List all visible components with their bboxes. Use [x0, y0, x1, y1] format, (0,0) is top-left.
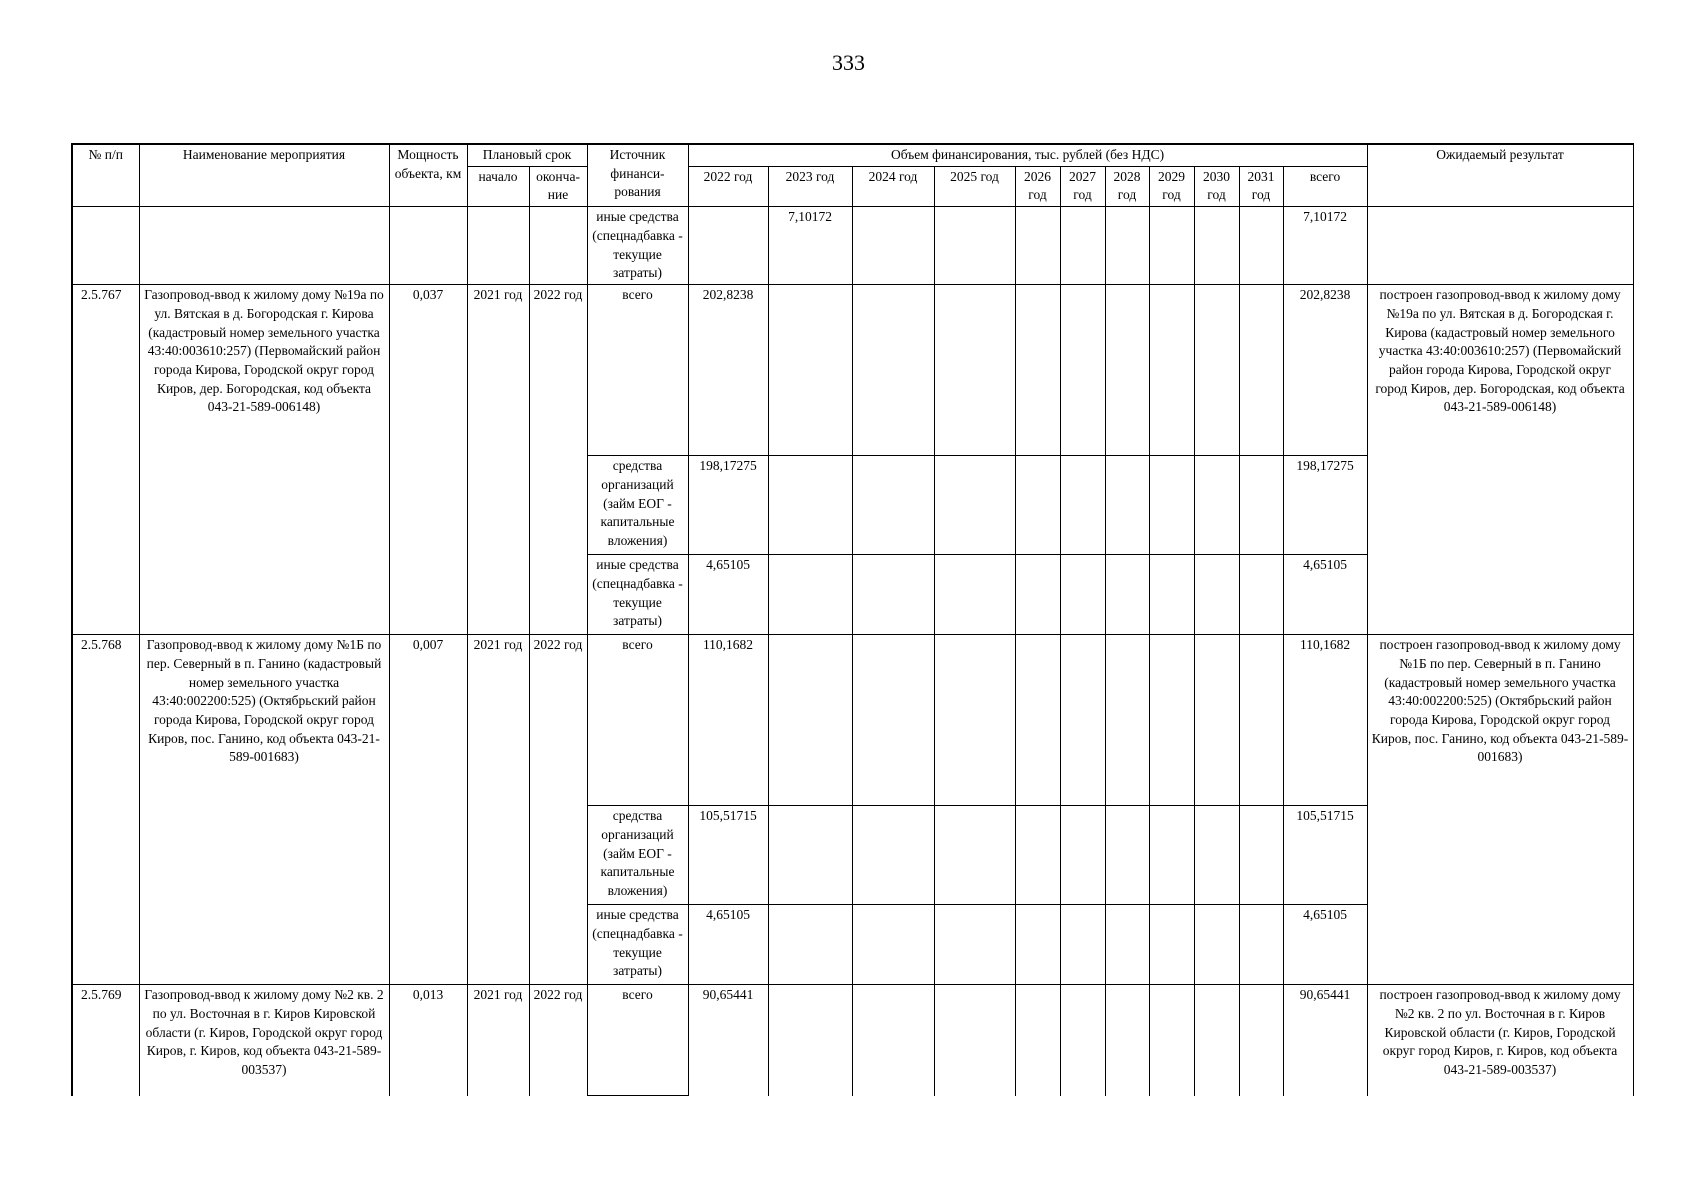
value-cell: 90,65441 — [688, 985, 768, 1096]
value-cell — [934, 635, 1015, 806]
value-cell — [1015, 285, 1060, 456]
result-cell: построен газопровод-ввод к жилому дому №19а по ул. Вятская в д. Богородская г. Кирова (кадастровый номер земельного участка 43:40:003610:257) (Первомайский район города Кирова, Городской округ город Киров, дер. Богородская, код объекта 043-21-589-006148) — [1367, 285, 1633, 635]
value-cell: 202,8238 — [688, 285, 768, 456]
source-cell: всего — [587, 635, 688, 806]
value-cell — [1239, 635, 1283, 806]
value-cell — [1149, 806, 1194, 905]
empty-cell — [72, 207, 139, 285]
value-cell — [852, 806, 934, 905]
source-cell: иные средства (спецнадбавка - текущие затраты) — [587, 555, 688, 635]
page-number: 333 — [832, 50, 865, 75]
value-cell — [934, 207, 1015, 285]
value-cell — [1015, 905, 1060, 985]
source-cell: всего — [587, 285, 688, 456]
value-cell — [852, 985, 934, 1096]
end-cell: 2022 год — [529, 635, 587, 985]
start-cell: 2021 год — [467, 285, 529, 635]
value-cell — [1239, 285, 1283, 456]
total-cell: 202,8238 — [1283, 285, 1367, 456]
source-cell: иные средства (спецнадбавка - текущие затраты) — [587, 905, 688, 985]
value-cell — [852, 207, 934, 285]
header-plan-term: Плановый срок — [467, 144, 587, 166]
header-year: 2026 год — [1015, 166, 1060, 206]
value-cell — [934, 555, 1015, 635]
value-cell — [1149, 905, 1194, 985]
value-cell — [1015, 456, 1060, 555]
value-cell — [934, 456, 1015, 555]
header-source: Источник финанси-рования — [587, 144, 688, 207]
value-cell — [1105, 985, 1149, 1096]
header-result: Ожидаемый результат — [1367, 144, 1633, 207]
value-cell — [1239, 555, 1283, 635]
value-cell — [1060, 905, 1105, 985]
total-cell: 198,17275 — [1283, 456, 1367, 555]
value-cell: 198,17275 — [688, 456, 768, 555]
header-year: 2025 год — [934, 166, 1015, 206]
value-cell — [852, 456, 934, 555]
value-cell — [1060, 456, 1105, 555]
table-body — [72, 207, 1633, 1096]
header-year: 2023 год — [768, 166, 852, 206]
header-year: 2028 год — [1105, 166, 1149, 206]
end-cell: 2022 год — [529, 285, 587, 635]
value-cell — [934, 905, 1015, 985]
header-year: 2022 год — [688, 166, 768, 206]
value-cell — [852, 635, 934, 806]
empty-cell — [529, 207, 587, 285]
value-cell: 110,1682 — [688, 635, 768, 806]
value-cell — [1105, 905, 1149, 985]
value-cell — [852, 555, 934, 635]
value-cell — [1015, 985, 1060, 1096]
value-cell — [768, 285, 852, 456]
header-total: всего — [1283, 166, 1367, 206]
value-cell — [1149, 456, 1194, 555]
value-cell — [1105, 635, 1149, 806]
table-row — [72, 207, 1633, 285]
value-cell — [1015, 635, 1060, 806]
capacity-cell: 0,007 — [389, 635, 467, 985]
header-row-1 — [72, 144, 1633, 166]
source-cell: средства организаций (займ ЕОГ - капитальные вложения) — [587, 456, 688, 555]
value-cell — [1239, 806, 1283, 905]
value-cell — [1239, 905, 1283, 985]
value-cell: 105,51715 — [688, 806, 768, 905]
value-cell — [1015, 555, 1060, 635]
source-cell: всего — [587, 985, 688, 1096]
value-cell — [1105, 207, 1149, 285]
row-number: 2.5.767 — [72, 285, 139, 635]
value-cell — [768, 456, 852, 555]
header-name: Наименование мероприятия — [139, 144, 389, 207]
value-cell — [1149, 207, 1194, 285]
total-cell: 4,65105 — [1283, 905, 1367, 985]
source-cell: средства организаций (займ ЕОГ - капитальные вложения) — [587, 806, 688, 905]
value-cell — [688, 207, 768, 285]
value-cell — [1149, 985, 1194, 1096]
empty-cell — [389, 207, 467, 285]
capacity-cell: 0,013 — [389, 985, 467, 1096]
value-cell — [934, 285, 1015, 456]
value-cell — [768, 635, 852, 806]
total-cell: 105,51715 — [1283, 806, 1367, 905]
value-cell — [1105, 285, 1149, 456]
header-year: 2031 год — [1239, 166, 1283, 206]
header-year: 2027 год — [1060, 166, 1105, 206]
total-cell: 4,65105 — [1283, 555, 1367, 635]
value-cell — [1149, 555, 1194, 635]
value-cell: 4,65105 — [688, 555, 768, 635]
event-name: Газопровод-ввод к жилому дому №1Б по пер. Северный в п. Ганино (кадастровый номер земельного участка 43:40:002200:525) (Октябрьский район города Кирова, Городской округ город Киров, пос. Ганино, код объекта 043-21-589-001683) — [139, 635, 389, 985]
end-cell: 2022 год — [529, 985, 587, 1096]
value-cell — [1060, 985, 1105, 1096]
financing-table — [71, 143, 1634, 1096]
header-start: начало — [467, 166, 529, 206]
value-cell — [934, 806, 1015, 905]
value-cell — [1105, 806, 1149, 905]
start-cell: 2021 год — [467, 985, 529, 1096]
value-cell — [768, 985, 852, 1096]
header-capacity: Мощность объекта, км — [389, 144, 467, 207]
value-cell — [1060, 806, 1105, 905]
value-cell — [1194, 635, 1239, 806]
value-cell — [768, 905, 852, 985]
header-volume: Объем финансирования, тыс. рублей (без НДС) — [688, 144, 1367, 166]
event-name: Газопровод-ввод к жилому дому №2 кв. 2 по ул. Восточная в г. Киров Кировской области (г. Киров, Городской округ город Киров, г. Киров, код объекта 043-21-589-003537) — [139, 985, 389, 1096]
value-cell — [768, 555, 852, 635]
source-cell: иные средства (спецнадбавка - текущие затраты) — [587, 207, 688, 285]
value-cell — [934, 985, 1015, 1096]
value-cell — [1194, 285, 1239, 456]
value-cell — [1015, 806, 1060, 905]
empty-cell — [139, 207, 389, 285]
value-cell — [1060, 635, 1105, 806]
value-cell — [852, 905, 934, 985]
result-cell: построен газопровод-ввод к жилому дому №1Б по пер. Северный в п. Ганино (кадастровый номер земельного участка 43:40:002200:525) (Октябрьский район города Кирова, Городской округ город Киров, пос. Ганино, код объекта 043-21-589-001683) — [1367, 635, 1633, 985]
value-cell — [1239, 207, 1283, 285]
event-name: Газопровод-ввод к жилому дому №19а по ул. Вятская в д. Богородская г. Кирова (кадастровый номер земельного участка 43:40:003610:257) (Первомайский район города Кирова, Городской округ город Киров, дер. Богородская, код объекта 043-21-589-006148) — [139, 285, 389, 635]
value-cell — [1149, 285, 1194, 456]
value-cell — [1015, 207, 1060, 285]
header-end: оконча-ние — [529, 166, 587, 206]
value-cell: 4,65105 — [688, 905, 768, 985]
value-cell — [1060, 285, 1105, 456]
value-cell — [852, 285, 934, 456]
total-cell: 110,1682 — [1283, 635, 1367, 806]
value-cell — [1194, 905, 1239, 985]
total-cell: 7,10172 — [1283, 207, 1367, 285]
result-cell — [1367, 207, 1633, 285]
value-cell — [768, 806, 852, 905]
start-cell: 2021 год — [467, 635, 529, 985]
value-cell — [1105, 456, 1149, 555]
value-cell — [1194, 555, 1239, 635]
value-cell — [1239, 985, 1283, 1096]
total-cell: 90,65441 — [1283, 985, 1367, 1096]
value-cell — [1105, 555, 1149, 635]
table-row — [72, 985, 1633, 1096]
capacity-cell: 0,037 — [389, 285, 467, 635]
value-cell — [1239, 456, 1283, 555]
row-number: 2.5.769 — [72, 985, 139, 1096]
value-cell: 7,10172 — [768, 207, 852, 285]
header-year: 2024 год — [852, 166, 934, 206]
table-row — [72, 285, 1633, 456]
header-year: 2030 год — [1194, 166, 1239, 206]
row-number: 2.5.768 — [72, 635, 139, 985]
header-year: 2029 год — [1149, 166, 1194, 206]
value-cell — [1060, 555, 1105, 635]
value-cell — [1149, 635, 1194, 806]
empty-cell — [467, 207, 529, 285]
result-cell: построен газопровод-ввод к жилому дому №2 кв. 2 по ул. Восточная в г. Киров Кировской области (г. Киров, Городской округ город Киров, г. Киров, код объекта 043-21-589-003537) — [1367, 985, 1633, 1096]
value-cell — [1060, 207, 1105, 285]
table-row — [72, 635, 1633, 806]
value-cell — [1194, 806, 1239, 905]
value-cell — [1194, 207, 1239, 285]
header-num: № п/п — [72, 144, 139, 207]
value-cell — [1194, 456, 1239, 555]
value-cell — [1194, 985, 1239, 1096]
